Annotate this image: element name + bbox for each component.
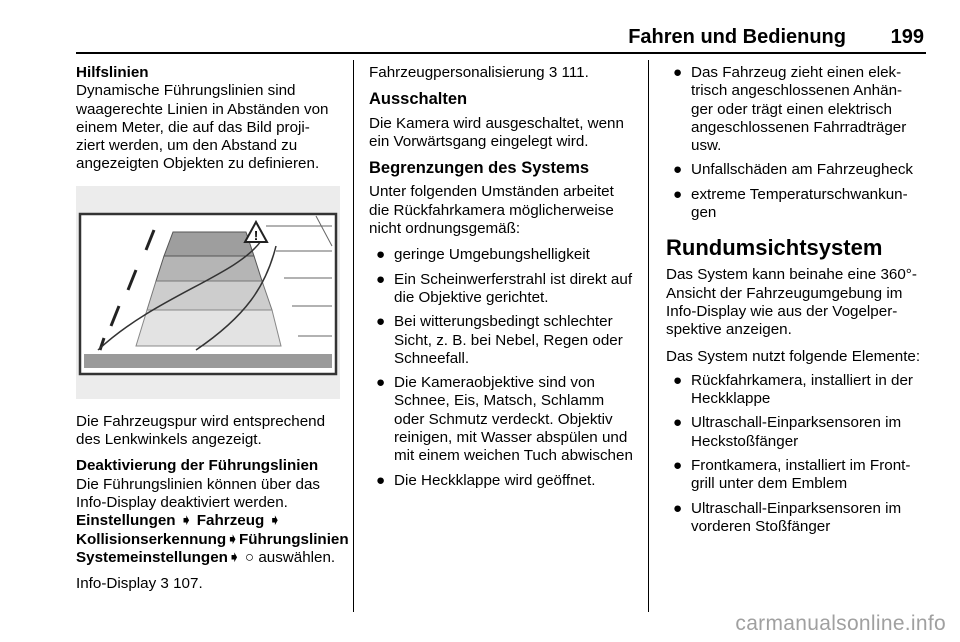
list-item-text: Rückfahrkamera, installiert in der Heckklappe (691, 371, 913, 408)
list-item (369, 271, 635, 308)
warning-icon: ! (253, 227, 259, 243)
column-2 (369, 64, 635, 496)
page-number: 199 (890, 26, 924, 48)
limitations-list (369, 246, 635, 490)
circle-icon: ○ (244, 548, 255, 566)
path-arrow-icon: ➧ (179, 512, 193, 530)
page-header (76, 22, 926, 52)
info-display-reference (76, 575, 340, 593)
page-reference-icon: 3 (548, 64, 558, 81)
section-title: Fahren und Bedienung (628, 26, 846, 48)
list-item (369, 246, 635, 264)
menu-systemeinstellungen: Systemeinstellungen (76, 548, 228, 566)
list-item-text: Unfallschäden am Fahrzeugheck (691, 161, 914, 179)
text-ausschalten: Die Kamera wird ausgeschaltet, wenn ein Vorwärtsgang eingelegt wird. (369, 114, 624, 150)
reference-page: 107. (173, 575, 203, 593)
camera-guideline-figure (76, 186, 340, 399)
list-item (666, 161, 928, 179)
reference-page: 111. (561, 64, 589, 81)
bullet-icon: ● (673, 499, 683, 517)
menu-kollisionserkennung: Kollisionserkennung (76, 530, 227, 548)
figure-caption: Die Fahrzeugspur wird entsprechend des Lenkwinkels angezeigt. (76, 412, 326, 449)
menu-einstellungen: Einstellungen (76, 512, 176, 530)
list-item-text: Das Fahrzeug zieht einen elek- trisch angeschlossenen Anhän- ger oder trägt einen elektrisch angeschlossenen Fahrradträger usw. (691, 64, 907, 155)
header-rule (76, 52, 926, 54)
bullet-icon: ● (376, 313, 386, 331)
list-item (369, 472, 635, 490)
list-item-text: Ultraschall-Einparksensoren im Heckstoßfänger (691, 414, 902, 450)
list-item (666, 64, 928, 155)
menu-path-suffix: auswählen. (258, 548, 336, 566)
list-item-text: Die Kameraobjektive sind von Schnee, Eis, Matsch, Schlamm oder Schmutz verdeckt. Objektiv reinigen, mit Wasser abspülen und mit einem weichen Tuch abwischen (394, 374, 633, 465)
bullet-icon: ● (673, 457, 683, 475)
column-3 (666, 64, 928, 542)
camera-view-illustration (76, 186, 340, 399)
list-item (666, 186, 928, 223)
list-item-text: Ultraschall-Einparksensoren im vorderen Stoßfänger (691, 499, 902, 535)
heading-ausschalten: Ausschalten (369, 90, 468, 109)
list-item-text: Ein Scheinwerferstrahl ist direkt auf die Objektive gerichtet. (394, 270, 633, 306)
bullet-icon: ● (376, 246, 386, 264)
heading-hilfslinien: Hilfslinien (76, 64, 149, 81)
menu-path (76, 512, 349, 567)
path-arrow-icon: ➧ (227, 548, 241, 566)
text-deaktivierung: Die Führungslinien können über das Info-Display deaktiviert werden. (76, 475, 321, 511)
column-1 (76, 64, 349, 601)
text-hilfslinien: Dynamische Führungslinien sind waagerechte Linien in Abständen von einem Meter, die auf das Bild proji- ziert werden, um den Abstand zu angezeigten Objekten zu definieren. (76, 82, 329, 173)
bullet-icon: ● (673, 185, 683, 203)
bullet-icon: ● (376, 471, 386, 489)
watermark[interactable]: carmanualsonline.info (735, 612, 946, 635)
heading-begrenzungen: Begrenzungen des Systems (369, 159, 590, 178)
list-item (666, 500, 928, 537)
bullet-icon: ● (673, 161, 683, 179)
reference-label: Fahrzeugpersonalisierung (369, 64, 545, 81)
personalisierung-reference (369, 64, 635, 82)
list-item (666, 372, 928, 409)
bullet-icon: ● (673, 371, 683, 389)
text-rundumsicht-2: Das System nutzt folgende Elemente: (666, 347, 921, 365)
list-item-text: Die Heckklappe wird geöffnet. (394, 471, 596, 489)
text-rundumsicht-1: Das System kann beinahe eine 360°- Ansicht der Fahrzeugumgebung im Info-Display wie aus der Vogelper- spektive anzeigen. (666, 266, 917, 339)
path-arrow-icon: ➧ (226, 530, 239, 548)
heading-rundumsicht: Rundumsichtsystem (666, 235, 883, 261)
limitations-list-continued (666, 64, 928, 222)
list-item-text: geringe Umgebungshelligkeit (394, 246, 590, 264)
list-item-text: Bei witterungsbedingt schlechter Sicht, z. B. bei Nebel, Regen oder Schneefall. (394, 313, 623, 367)
reference-label: Info-Display (76, 575, 157, 593)
column-divider-2 (648, 60, 649, 612)
bullet-icon: ● (673, 414, 683, 432)
menu-fahrzeug: Fahrzeug (196, 512, 265, 530)
bullet-icon: ● (376, 374, 386, 392)
list-item (369, 313, 635, 368)
list-item (369, 374, 635, 465)
list-item (666, 457, 928, 494)
page-reference-icon: 3 (160, 575, 169, 593)
bullet-icon: ● (673, 64, 683, 81)
list-item-text: Frontkamera, installiert im Front- grill unter dem Emblem (691, 457, 911, 493)
elements-list (666, 372, 928, 536)
menu-fuehrungslinien: Führungslinien (238, 530, 349, 548)
column-divider-1 (353, 60, 354, 612)
list-item-text: extreme Temperaturschwankun- gen (691, 185, 908, 222)
path-arrow-icon: ➧ (268, 512, 282, 530)
text-begrenzungen: Unter folgenden Umständen arbeitet die Rückfahrkamera möglicherweise nicht ordnungsgemäß: (369, 183, 614, 238)
list-item (666, 414, 928, 451)
heading-deaktivierung: Deaktivierung der Führungslinien (76, 457, 319, 475)
bullet-icon: ● (376, 270, 386, 288)
